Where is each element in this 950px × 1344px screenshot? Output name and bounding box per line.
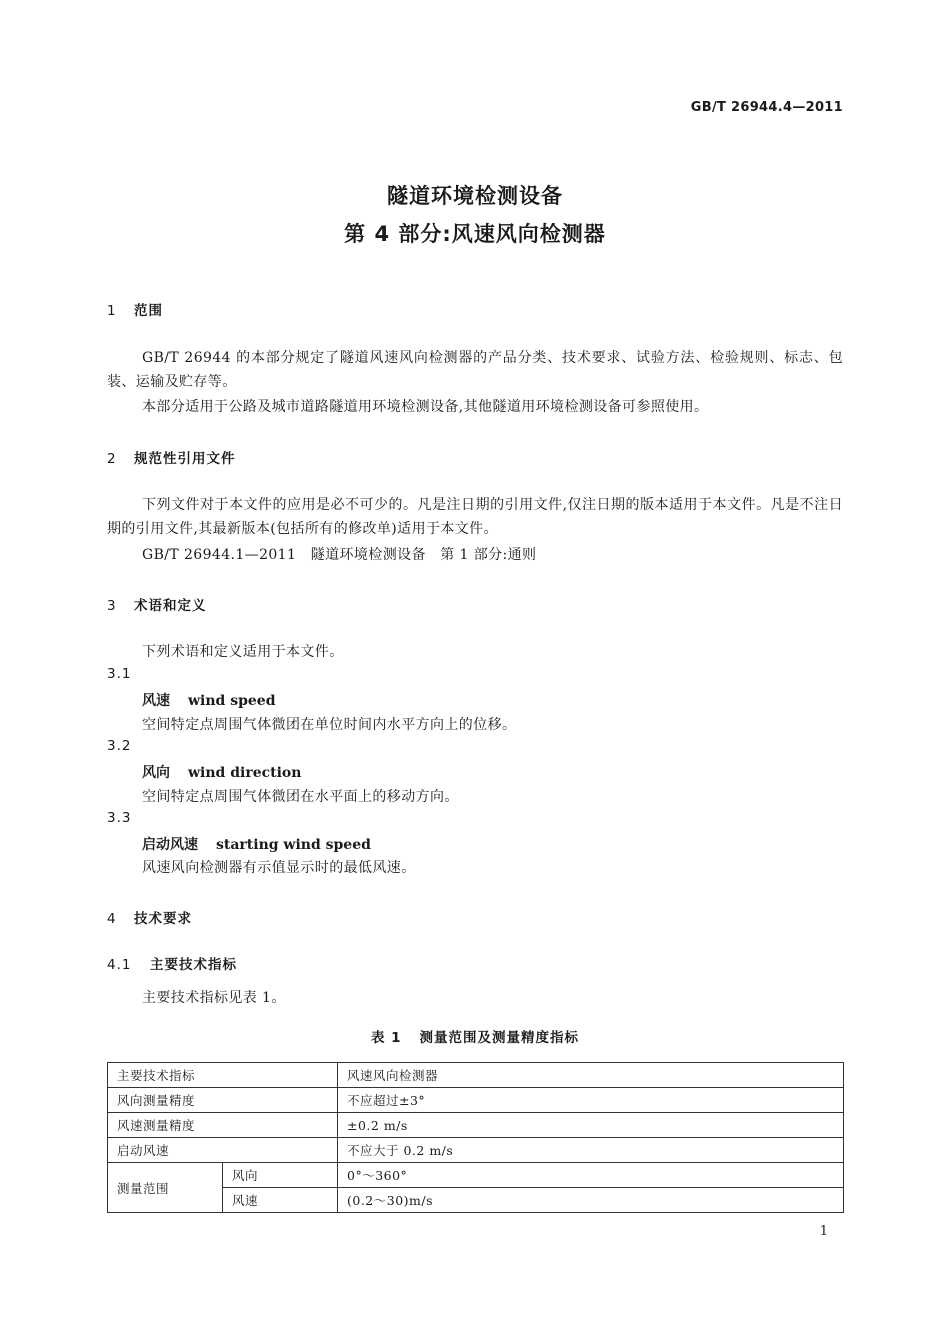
term-number: 3.3 <box>107 810 132 826</box>
section-number: 4.1 <box>107 957 132 973</box>
paragraph-applicability: 本部分适用于公路及城市道路隧道用环境检测设备,其他隧道用环境检测设备可参照使用。 <box>142 399 709 415</box>
table-caption-title: 测量范围及测量精度指标 <box>419 1030 580 1046</box>
table-cell-value: (0.2～30)m/s <box>338 1188 844 1213</box>
table-row <box>108 1063 844 1088</box>
table-row <box>108 1163 844 1188</box>
standard-code: GB/T 26944.4—2011 <box>690 100 843 115</box>
table-cell-sublabel: 风速 <box>223 1188 338 1213</box>
table-cell-value: 0°～360° <box>338 1163 844 1188</box>
doc-title: 隧道环境检测设备 <box>387 184 563 208</box>
paragraph-scope: GB/T 26944 的本部分规定了隧道风速风向检测器的产品分类、技术要求、试验方法、检验规则、标志、包装、运输及贮存等。 <box>107 350 843 390</box>
table-cell-label: 启动风速 <box>108 1138 338 1163</box>
table-row <box>108 1088 844 1113</box>
term-name <box>142 762 301 782</box>
page-number: 1 <box>819 1224 828 1239</box>
term-number: 3.2 <box>107 738 132 754</box>
table-cell-label: 风向测量精度 <box>108 1088 338 1113</box>
term-definition: 风速风向检测器有示值显示时的最低风速。 <box>142 860 416 876</box>
section-number: 4 <box>107 911 117 927</box>
section-number: 3 <box>107 598 117 614</box>
term-definition: 空间特定点周围气体微团在水平面上的移动方向。 <box>142 789 459 805</box>
table-cell-value: 不应大于 0.2 m/s <box>338 1138 844 1163</box>
term-en: wind speed <box>188 693 276 709</box>
table-cell-label: 风速测量精度 <box>108 1113 338 1138</box>
section-number: 2 <box>107 451 117 467</box>
paragraph-references: 下列文件对于本文件的应用是必不可少的。凡是注日期的引用文件,仅注日期的版本适用于本文件。凡是不注日期的引用文件,其最新版本(包括所有的修改单)适用于本文件。 <box>107 497 843 537</box>
section-number: 1 <box>107 303 117 319</box>
table-cell-value: ±0.2 m/s <box>338 1113 844 1138</box>
table-cell-sublabel: 风向 <box>223 1163 338 1188</box>
term-name <box>142 690 276 710</box>
table-caption <box>0 1026 950 1046</box>
table-caption-number: 表 1 <box>370 1030 402 1046</box>
term-en: starting wind speed <box>216 837 371 853</box>
term-number: 3.1 <box>107 666 132 682</box>
term-en: wind direction <box>188 765 302 781</box>
table-reference-text: 主要技术指标见表 1。 <box>142 990 286 1006</box>
term-zh: 风向 <box>142 765 170 781</box>
section-heading-3 <box>107 594 207 614</box>
section-title: 术语和定义 <box>134 598 207 614</box>
section-title: 主要技术指标 <box>150 957 237 973</box>
table-cell-label: 测量范围 <box>108 1163 223 1213</box>
section-heading-2 <box>107 447 236 467</box>
doc-subtitle: 第 4 部分:风速风向检测器 <box>344 222 606 246</box>
table-cell-value: 风速风向检测器 <box>338 1063 844 1088</box>
table-cell-label: 主要技术指标 <box>108 1063 338 1088</box>
term-zh: 风速 <box>142 693 170 709</box>
subsection-heading-4-1 <box>107 953 237 973</box>
term-zh: 启动风速 <box>142 837 198 853</box>
spec-table <box>107 1062 844 1213</box>
term-definition: 空间特定点周围气体微团在单位时间内水平方向上的位移。 <box>142 717 517 733</box>
section-title: 技术要求 <box>134 911 192 927</box>
table-cell-value: 不应超过±3° <box>338 1088 844 1113</box>
terms-intro: 下列术语和定义适用于本文件。 <box>142 644 344 660</box>
term-name <box>142 834 371 854</box>
table-row <box>108 1138 844 1163</box>
section-title: 范围 <box>134 303 163 319</box>
section-heading-1 <box>107 299 163 319</box>
table-row <box>108 1113 844 1138</box>
section-title: 规范性引用文件 <box>134 451 236 467</box>
section-heading-4 <box>107 907 192 927</box>
reference-entry: GB/T 26944.1—2011 隧道环境检测设备 第 1 部分:通则 <box>142 547 537 563</box>
